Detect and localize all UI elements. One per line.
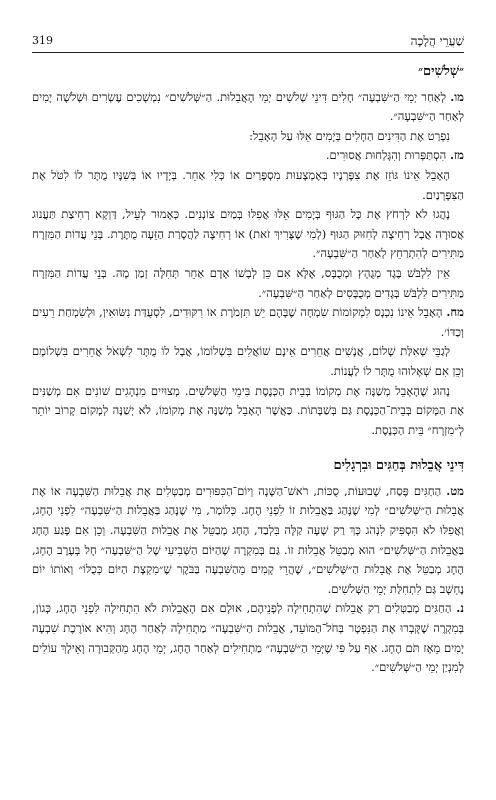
running-title: שַׁעֲרֵי הֲלָכָה	[410, 34, 464, 48]
paragraph-number: מו.	[450, 89, 464, 104]
paragraph-46	[32, 88, 464, 127]
paragraph-text: הַחַגִּים פֶּסַח, שָׁבוּעוֹת, סֻכּוֹת, רֹאשׁ־הַשָּׁנָה וְיוֹם־הַכִּפּוּרִים מְבַטְּלִים אֶת אֲבֵלוּת הַשִּׁבְעָה אוֹ אֶת אֲבֵלוּת הַ״שְּׁלֹשִׁים״ לְמִי שֶׁנָּהַג בַּאֲבֵלוּת זוֹ לִפְנֵי הֶחָג. כְּלוֹמַר, מִי שֶׁנָּהַג בַּאֲבֵלוּת הַ״שִּׁבְעָה״ לִפְנֵי הֶחָג, וַאֲפִלּוּ לֹא הִסְפִּיק לִנְהֹג כָּךְ רַק שָׁעָה קַלָּה בִּלְבַד, הֶחָג מְבַטֵּל אֶת אֲבֵלוּת הַשִּׁבְעָה. וְכֵן אִם פָּגַע הֶחָג בַּאֲבֵלוּת הַ״שְּׁלֹשִׁים״ הוּא מְבַטֵּל אֲבֵלוּת זוֹ. גַּם בְּמִקְרֶה שֶׁהַיּוֹם הַשְּׁבִיעִי שֶׁל הַ״שִּׁבְעָה״ חָל בְּעֶרֶב הֶחָג, הֶחָג מְבַטֵּל אֶת אֲבֵלוּת הַ״שְּׁלֹשִׁים״, שֶׁהֲרֵי קָמִים מֵהַשִּׁבְעָה בַּבֹּקֶר שֶׁ״מִקְצָת הַיּוֹם כְּכֻלּוֹ״ וְאוֹתוֹ יוֹם נֶחְשָׁב גַּם לִתְחִלַּת יְמֵי הַשְּׁלֹשִׁים.	[32, 483, 464, 596]
paragraph-48	[32, 303, 464, 342]
paragraph-text: נִפְרַט אֶת הַדִּינִים הַחָלִים בְּיָמִים אֵלּוּ עַל הָאָבֵל:	[249, 128, 450, 143]
page-number: 319	[32, 34, 53, 47]
paragraph-text: לְאַחַר יְמֵי הַ״שִּׁבְעָה״ חָלִים דִּינֵי שְׁלֹשִׁים יְמֵי הָאֲבֵלוּת. הַ״שְּׁלֹשִׁים״ נִמְשָׁכִים עֶשְׂרִים וּשְׁלֹשָׁה יָמִים לְאַחַר הַ״שִּׁבְעָה״.	[32, 89, 464, 124]
paragraph-synagogue-seat	[32, 382, 464, 441]
paragraph-text: אֵין לִלְבֹּשׁ בֶּגֶד מְגֻהָץ וּמְכֻבָּס, אֶלָּא אִם כֵּן לְבָשׁוֹ אָדָם אַחֵר תְּחִלָּה זְמַן מָה. בְּנֵי עֲדוֹת הַמִּזְרָח מַתִּירִים לִלְבֹּשׁ בְּגָדִים מְכֻבָּסִים לְאַחַר הַ״שִּׁבְעָה״.	[32, 265, 464, 300]
paragraph-number: מז.	[449, 148, 464, 163]
paragraph-text: נָהוּג שֶׁהָאָבֵל מְשַׁנֶּה אֶת מְקוֹמוֹ בְּבֵית הַכְּנֶסֶת בִּימֵי הַשְּׁלֹשִׁים. מְצוּיִים מִנְהָגִים שׁוֹנִים אִם מְשַׁנִּים אֶת הַמָּקוֹם בְּבֵית־הַכְּנֶסֶת גַּם בְּשַׁבָּתוֹת. כַּאֲשֶׁר הָאָבֵל מְשַׁנֶּה אֶת מְקוֹמוֹ, לֹא יְשַׁנֶּה לְמָקוֹם קָרוֹב יוֹתֵר לְ״מִזְרָח״ בֵּית הַכְּנֶסֶת.	[32, 383, 464, 437]
paragraph-49	[32, 482, 464, 600]
paragraph-text: לְגַבֵּי שְׁאִלַּת שָׁלוֹם, אֲנָשִׁים אֲחֵרִים אֵינָם שׁוֹאֲלִים בִּשְׁלוֹמוֹ, אֲבָל לוֹ מֻתָּר לִשְׁאֹל אֲחֵרִים בִּשְׁלוֹמָם וְכֵן אִם שְׁאָלוּהוּ מֻתָּר לוֹ לַעֲנוֹת.	[32, 344, 464, 378]
page-body	[32, 60, 464, 678]
paragraph-47	[32, 146, 464, 166]
section-heading-shloshim: ״שְׁלֹשִׁים״	[418, 64, 464, 79]
paragraph-text: נָהֲגוּ לֹא לִרְחֹץ אֶת כָּל הַגּוּף בְּיָמִים אֵלּוּ אֲפִלּוּ בְּמַיִם צוֹנְנִים. כְּאָמוּר לְעֵיל, דַּוְקָא רְחִיצַת תַּעֲנוּג אֲסוּרָה אֲבָל רְחִיצָה לְחִזּוּק הַגּוּף (לְמִי שֶׁצָּרִיךְ זֹאת) אוֹ רְחִיצָה לַהֲסָרַת הַזֵּעָה מֻתֶּרֶת. בְּנֵי עֲדוֹת הַמִּזְרָח מַתִּירִים לְהִתְרַחֵץ לְאַחַר הַ״שִּׁבְעָה״.	[32, 207, 464, 261]
paragraph-text: הִסְתַּפְּרוּת וְהִגָּלְחוּת אֲסוּרִים.	[325, 148, 447, 163]
header-rule	[32, 52, 464, 53]
paragraph-nails	[32, 166, 464, 205]
paragraph-number: נ.	[456, 601, 465, 616]
paragraph-greeting	[32, 342, 464, 381]
paragraph-text: הָאָבֵל אֵינוֹ גּוֹזֵז אֶת צִפָּרְנָיו בְּאֶמְצָעוּת מִסְפָּרַיִם אוֹ כְּלִי אַחֵר. בְּיָדָיו אוֹ בְּשִׁנָּיו מֻתָּר לוֹ לִטֹּל אֶת הַצִּפָּרְנַיִם.	[32, 167, 464, 202]
paragraph-text: הָאָבֵל אֵינוֹ נִכְנָס לִמְקוֹמוֹת שִׂמְחָה שֶׁבָּהֶם יֵשׁ תִּזְמֹרֶת אוֹ רִקּוּדִים, לִסְעֻדַּת נִשּׂוּאִין, וּלְשִׂמְחַת רֵעִים וְכַדּוֹ׳.	[32, 305, 464, 339]
paragraph-50	[32, 599, 464, 677]
paragraph-bathing	[32, 205, 464, 264]
paragraph-intro	[32, 127, 464, 147]
running-header	[32, 34, 464, 50]
paragraph-number: מח.	[446, 305, 465, 320]
paragraph-number: מט.	[446, 483, 464, 498]
paragraph-text: הַחַגִּים מְבַטְּלִים רַק אֲבֵלוּת שֶׁהִתְחִילָה לְפָנֵיהֶם, אוּלָם אִם הָאֲבֵלוּת לֹא הִתְחִילָה לִפְנֵי הֶחָג, כְּגוֹן, בְּמִקְרֶה שֶׁקָּבְרוּ אֶת הַנִּפְטָר בְּחֹל־הַמּוֹעֵד, אֲבֵלוּת הַ״שִּׁבְעָה״ מַתְחִילָה לְאַחַר הֶחָג וְהִיא אוֹרֶכֶת שִׁבְעָה יָמִים מֵאָז תֹּם הֶחָג. אַף עַל פִּי שֶׁיְּמֵי הַ״שִּׁבְעָה״ מַתְחִילִים לְאַחַר הֶחָג, יְמֵי הֶחָג מֵהַקְּבוּרָה וָאֵילָךְ עוֹלִים לְמִנְיַן יְמֵי הַ״שְּׁלֹשִׁים״.	[32, 601, 464, 675]
section-heading-holidays: דִּינֵי אֲבֵלוּת בְּחַגִּים וּבִרְגָלִים	[333, 458, 464, 474]
paragraph-clothing	[32, 264, 464, 303]
